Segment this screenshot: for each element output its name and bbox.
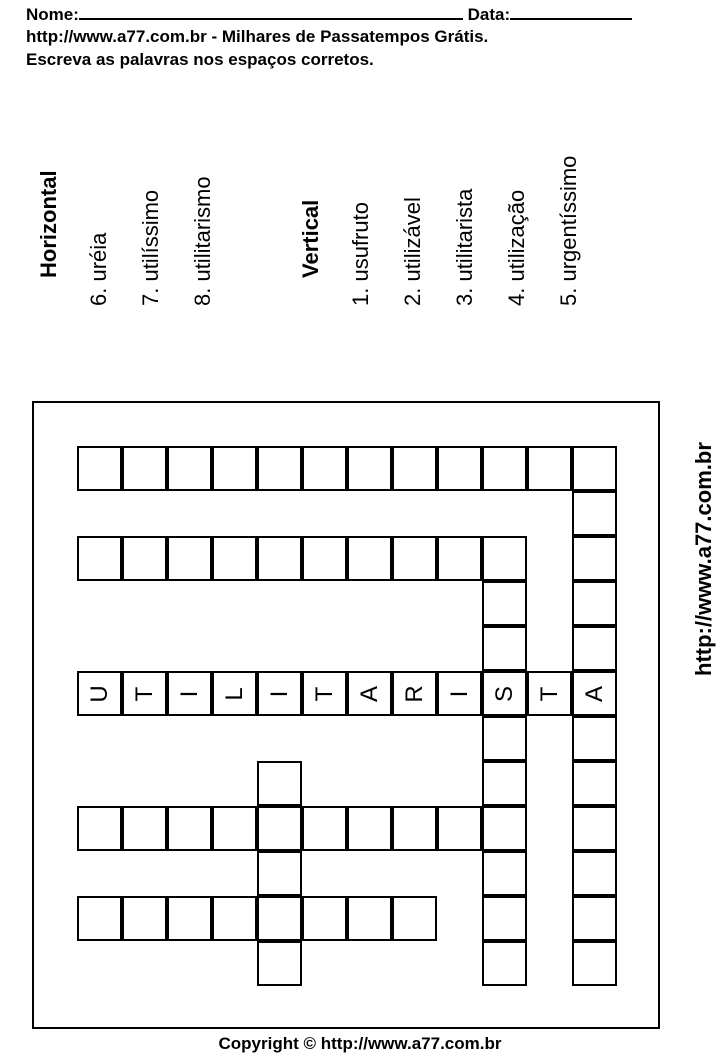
clue-horizontal-8: 8. utilitarismo — [190, 176, 215, 306]
grid-cell[interactable] — [572, 446, 617, 491]
cell-letter: R — [400, 684, 428, 703]
grid-cell[interactable] — [302, 446, 347, 491]
grid-cell[interactable] — [572, 761, 617, 806]
cell-letter: A — [580, 685, 608, 702]
vertical-title: Vertical — [298, 199, 323, 278]
grid-cell[interactable] — [347, 671, 392, 716]
grid-cell[interactable] — [437, 446, 482, 491]
grid-cell[interactable] — [302, 536, 347, 581]
name-date-line — [26, 4, 632, 25]
grid-cell[interactable] — [527, 671, 572, 716]
grid-cell[interactable] — [572, 671, 617, 716]
grid-cell[interactable] — [392, 806, 437, 851]
grid-cell[interactable] — [167, 446, 212, 491]
name-label: Nome: — [26, 5, 79, 24]
clue-horizontal-6: 6. uréia — [86, 232, 111, 306]
grid-cell[interactable] — [167, 671, 212, 716]
grid-cell[interactable] — [167, 896, 212, 941]
grid-cell[interactable] — [392, 536, 437, 581]
grid-cell[interactable] — [77, 896, 122, 941]
grid-cell[interactable] — [437, 671, 482, 716]
cell-letter: I — [175, 690, 203, 697]
grid-cell[interactable] — [122, 806, 167, 851]
grid-cell[interactable] — [482, 581, 527, 626]
grid-cell[interactable] — [122, 446, 167, 491]
horizontal-title: Horizontal — [36, 170, 61, 278]
grid-cell[interactable] — [77, 671, 122, 716]
clue-vertical-2: 2. utilizável — [400, 197, 425, 306]
grid-cell[interactable] — [572, 941, 617, 986]
grid-cell[interactable] — [257, 941, 302, 986]
grid-cell[interactable] — [482, 536, 527, 581]
cell-letter: T — [535, 686, 563, 701]
grid-cell[interactable] — [212, 806, 257, 851]
grid-cell[interactable] — [482, 671, 527, 716]
grid-cell[interactable] — [572, 851, 617, 896]
grid-cell[interactable] — [572, 491, 617, 536]
cell-letter: U — [85, 684, 113, 703]
grid-cell[interactable] — [437, 536, 482, 581]
grid-cell[interactable] — [482, 851, 527, 896]
grid-cell[interactable] — [482, 761, 527, 806]
grid-cell[interactable] — [212, 446, 257, 491]
grid-cell[interactable] — [347, 446, 392, 491]
clue-vertical-4: 4. utilização — [504, 189, 529, 306]
grid-cell[interactable] — [572, 536, 617, 581]
grid-cell[interactable] — [77, 536, 122, 581]
clue-vertical-1: 1. usufruto — [348, 202, 373, 306]
cell-letter: T — [130, 686, 158, 701]
copyright: Copyright © http://www.a77.com.br — [218, 1034, 502, 1053]
grid-cell[interactable] — [212, 671, 257, 716]
cell-letter: I — [445, 690, 473, 697]
date-blank[interactable] — [510, 4, 632, 20]
grid-cell[interactable] — [257, 671, 302, 716]
grid-cell[interactable] — [392, 671, 437, 716]
grid-cell[interactable] — [347, 806, 392, 851]
grid-cell[interactable] — [167, 806, 212, 851]
cell-letter: L — [220, 686, 248, 701]
grid-cell[interactable] — [482, 626, 527, 671]
grid-cell[interactable] — [77, 806, 122, 851]
cell-letter: S — [490, 685, 518, 702]
grid-cell[interactable] — [347, 536, 392, 581]
instructions: Escreva as palavras nos espaços corretos. — [26, 50, 374, 69]
clue-vertical-3: 3. utilitarista — [452, 188, 477, 306]
grid-cell[interactable] — [257, 806, 302, 851]
grid-cell[interactable] — [212, 896, 257, 941]
grid-cell[interactable] — [257, 851, 302, 896]
grid-cell[interactable] — [572, 896, 617, 941]
cell-letter: T — [310, 686, 338, 701]
grid-cell[interactable] — [122, 536, 167, 581]
grid-cell[interactable] — [482, 941, 527, 986]
grid-cell[interactable] — [482, 896, 527, 941]
site-line: http://www.a77.com.br - Milhares de Passatempos Grátis. — [26, 27, 489, 46]
grid-cell[interactable] — [302, 896, 347, 941]
grid-cell[interactable] — [257, 446, 302, 491]
grid-cell[interactable] — [437, 806, 482, 851]
grid-cell[interactable] — [167, 536, 212, 581]
side-url: http://www.a77.com.br — [691, 442, 716, 676]
grid-cell[interactable] — [482, 716, 527, 761]
grid-cell[interactable] — [392, 896, 437, 941]
grid-cell[interactable] — [122, 671, 167, 716]
clue-horizontal-7: 7. utilíssimo — [138, 189, 163, 306]
grid-cell[interactable] — [482, 446, 527, 491]
grid-cell[interactable] — [527, 446, 572, 491]
grid-cell[interactable] — [257, 536, 302, 581]
grid-cell[interactable] — [572, 716, 617, 761]
name-blank[interactable] — [79, 4, 463, 20]
grid-cell[interactable] — [572, 626, 617, 671]
grid-cell[interactable] — [77, 446, 122, 491]
grid-cell[interactable] — [347, 896, 392, 941]
date-label: Data: — [467, 5, 511, 24]
grid-cell[interactable] — [257, 896, 302, 941]
grid-cell[interactable] — [122, 896, 167, 941]
grid-cell[interactable] — [302, 806, 347, 851]
grid-cell[interactable] — [302, 671, 347, 716]
grid-cell[interactable] — [257, 761, 302, 806]
grid-cell[interactable] — [572, 581, 617, 626]
grid-cell[interactable] — [572, 806, 617, 851]
grid-cell[interactable] — [482, 806, 527, 851]
grid-cell[interactable] — [212, 536, 257, 581]
cell-letter: I — [265, 690, 293, 697]
cell-letter: A — [355, 685, 383, 702]
clue-vertical-5: 5. urgentíssimo — [556, 155, 581, 306]
grid-cell[interactable] — [392, 446, 437, 491]
